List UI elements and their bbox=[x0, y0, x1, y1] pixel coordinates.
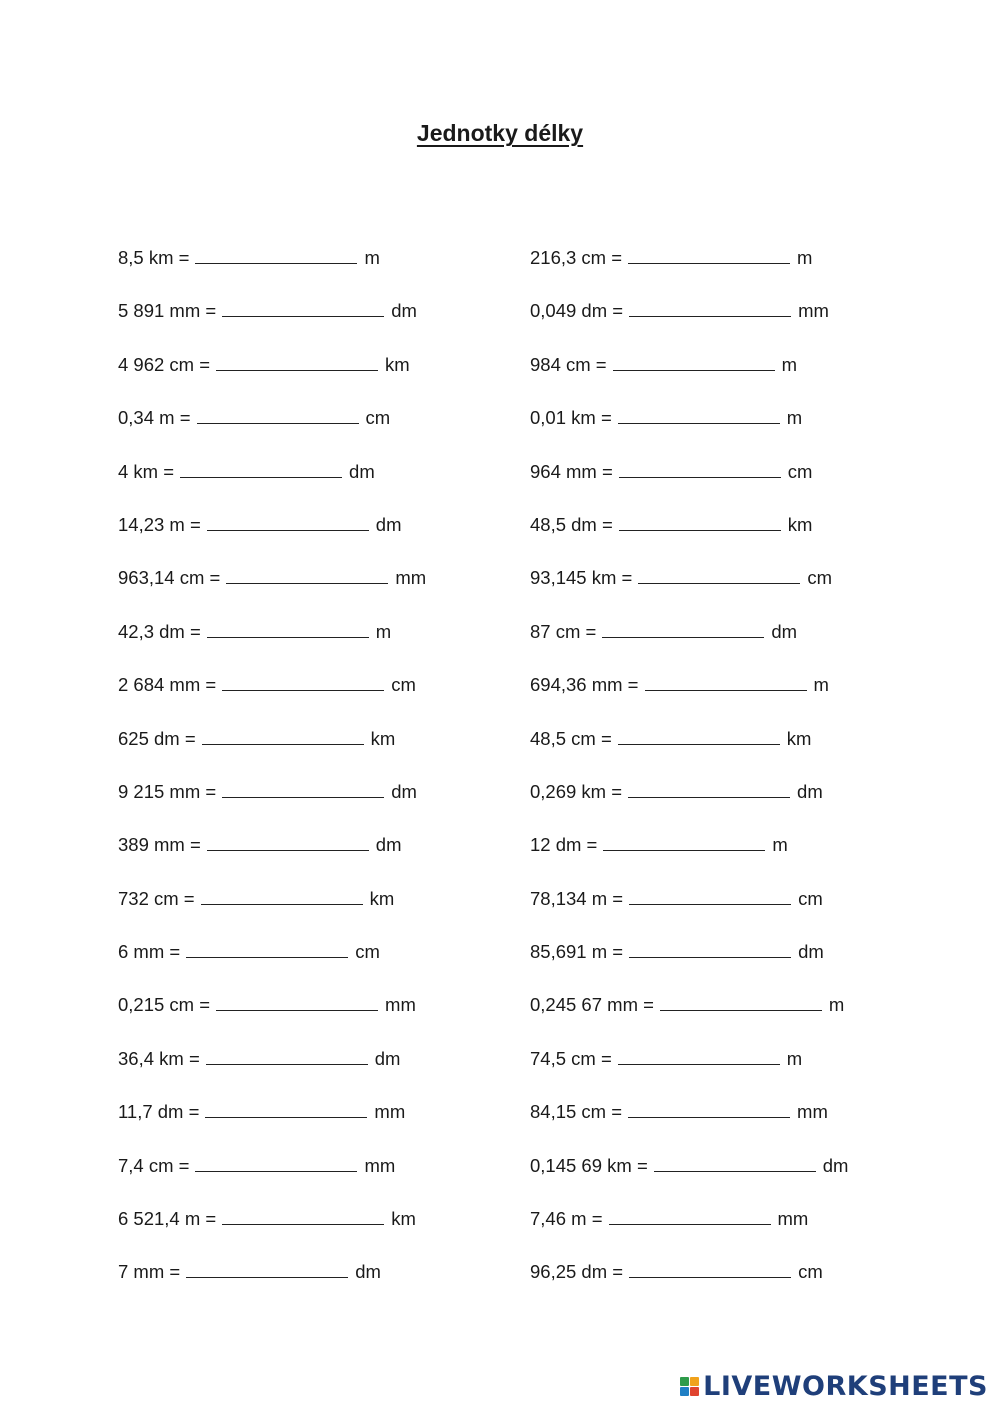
target-unit: km bbox=[787, 513, 813, 535]
answer-blank[interactable] bbox=[180, 459, 342, 478]
exercise-row bbox=[530, 1099, 930, 1152]
exercise-row bbox=[118, 619, 498, 672]
target-unit: dm bbox=[375, 513, 402, 535]
page-title: Jednotky délky bbox=[416, 120, 584, 146]
answer-blank[interactable] bbox=[206, 1046, 368, 1065]
target-unit: cm bbox=[391, 674, 416, 696]
target-unit: dm bbox=[798, 941, 824, 963]
exercise-row bbox=[118, 1206, 498, 1259]
exercise-expression: 694,36 mm = bbox=[530, 674, 639, 696]
exercise-expression: 9 215 mm = bbox=[118, 780, 217, 802]
target-unit: mm bbox=[797, 1101, 828, 1123]
target-unit: km bbox=[370, 727, 396, 749]
answer-blank[interactable] bbox=[654, 1153, 816, 1172]
answer-blank[interactable] bbox=[628, 1099, 790, 1118]
target-unit: m bbox=[781, 353, 798, 375]
answer-blank[interactable] bbox=[202, 726, 364, 745]
liveworksheets-icon bbox=[680, 1375, 699, 1399]
exercise-expression: 48,5 cm = bbox=[530, 727, 612, 749]
answer-blank[interactable] bbox=[609, 1206, 771, 1225]
answer-blank[interactable] bbox=[629, 298, 791, 317]
target-unit: dm bbox=[822, 1154, 849, 1176]
target-unit: dm bbox=[391, 300, 417, 322]
exercise-row bbox=[530, 779, 930, 832]
exercise-row bbox=[530, 619, 930, 672]
exercise-row bbox=[118, 565, 498, 618]
exercise-row bbox=[530, 726, 930, 779]
answer-blank[interactable] bbox=[618, 1046, 780, 1065]
target-unit: dm bbox=[771, 620, 798, 642]
exercise-expression: 216,3 cm = bbox=[530, 247, 623, 268]
exercise-row bbox=[118, 992, 498, 1045]
logo-text: LIVEWORKSHEETS bbox=[703, 1371, 988, 1402]
answer-blank[interactable] bbox=[638, 565, 800, 584]
exercise-expression: 0,01 km = bbox=[530, 407, 612, 429]
exercise-expression: 4 km = bbox=[118, 460, 175, 482]
target-unit: cm bbox=[798, 1261, 823, 1283]
exercise-row bbox=[530, 1046, 930, 1099]
target-unit: m bbox=[828, 994, 845, 1016]
exercise-expression: 93,145 km = bbox=[530, 567, 633, 589]
target-unit: km bbox=[391, 1208, 416, 1230]
target-unit: dm bbox=[355, 1261, 381, 1283]
exercise-expression: 87 cm = bbox=[530, 620, 597, 642]
answer-blank[interactable] bbox=[226, 565, 388, 584]
answer-blank[interactable] bbox=[222, 672, 384, 691]
exercise-row bbox=[530, 352, 930, 405]
target-unit: cm bbox=[365, 407, 391, 429]
target-unit: cm bbox=[355, 941, 380, 963]
target-unit: dm bbox=[374, 1047, 401, 1069]
exercise-row bbox=[530, 886, 930, 939]
exercise-row bbox=[118, 726, 498, 779]
target-unit: mm bbox=[395, 567, 427, 589]
answer-blank[interactable] bbox=[619, 512, 781, 531]
exercise-row bbox=[530, 459, 930, 512]
exercise-expression: 36,4 km = bbox=[118, 1047, 200, 1069]
logo-square bbox=[680, 1387, 689, 1396]
answer-blank[interactable] bbox=[629, 939, 791, 958]
answer-blank[interactable] bbox=[197, 405, 359, 424]
answer-blank[interactable] bbox=[619, 459, 781, 478]
exercise-row bbox=[118, 512, 498, 565]
exercise-row bbox=[530, 298, 930, 351]
target-unit: dm bbox=[349, 460, 375, 482]
answer-blank[interactable] bbox=[216, 352, 378, 371]
answer-blank[interactable] bbox=[645, 672, 807, 691]
answer-blank[interactable] bbox=[216, 992, 378, 1011]
exercise-expression: 0,049 dm = bbox=[530, 300, 624, 322]
exercise-row bbox=[118, 672, 498, 725]
exercise-row bbox=[530, 1153, 930, 1206]
exercise-row bbox=[530, 832, 930, 885]
answer-blank[interactable] bbox=[195, 1153, 357, 1172]
answer-blank[interactable] bbox=[613, 352, 775, 371]
exercise-row bbox=[118, 352, 498, 405]
exercise-expression: 0,269 km = bbox=[530, 780, 623, 802]
logo-square bbox=[690, 1387, 699, 1396]
exercise-expression: 6 521,4 m = bbox=[118, 1208, 217, 1230]
exercise-row bbox=[530, 245, 930, 298]
exercise-expression: 78,134 m = bbox=[530, 887, 624, 909]
target-unit: mm bbox=[374, 1101, 406, 1123]
answer-blank[interactable] bbox=[207, 832, 369, 851]
target-unit: mm bbox=[777, 1208, 809, 1230]
exercise-expression: 0,145 69 km = bbox=[530, 1154, 648, 1176]
liveworksheets-logo bbox=[680, 1371, 988, 1402]
answer-blank[interactable] bbox=[628, 245, 790, 264]
exercise-expression: 42,3 dm = bbox=[118, 620, 201, 642]
exercise-row bbox=[530, 939, 930, 992]
target-unit: mm bbox=[385, 994, 416, 1016]
exercise-row bbox=[530, 1259, 930, 1312]
exercise-expression: 732 cm = bbox=[118, 887, 195, 909]
target-unit: mm bbox=[798, 300, 829, 322]
answer-blank[interactable] bbox=[186, 1259, 348, 1278]
exercise-row bbox=[530, 512, 930, 565]
exercise-expression: 963,14 cm = bbox=[118, 567, 221, 589]
exercise-expression: 0,215 cm = bbox=[118, 994, 211, 1016]
exercise-row bbox=[118, 1099, 498, 1152]
answer-blank[interactable] bbox=[222, 298, 384, 317]
exercise-row bbox=[530, 405, 930, 458]
answer-blank[interactable] bbox=[629, 886, 791, 905]
exercise-expression: 4 962 cm = bbox=[118, 353, 211, 375]
exercise-expression: 0,245 67 mm = bbox=[530, 994, 654, 1016]
exercise-expression: 84,15 cm = bbox=[530, 1101, 623, 1123]
exercise-row bbox=[530, 1206, 930, 1259]
target-unit: cm bbox=[807, 567, 832, 589]
answer-blank[interactable] bbox=[618, 405, 780, 424]
target-unit: m bbox=[786, 407, 803, 429]
exercise-expression: 5 891 mm = bbox=[118, 300, 217, 322]
exercise-row bbox=[118, 1046, 498, 1099]
exercise-row bbox=[118, 459, 498, 512]
target-unit: km bbox=[369, 887, 395, 909]
exercise-expression: 48,5 dm = bbox=[530, 513, 613, 535]
answer-blank[interactable] bbox=[201, 886, 363, 905]
exercise-row bbox=[118, 832, 498, 885]
answer-blank[interactable] bbox=[195, 245, 357, 264]
exercise-expression: 96,25 dm = bbox=[530, 1261, 624, 1283]
target-unit: m bbox=[813, 674, 829, 696]
target-unit: m bbox=[786, 1047, 803, 1069]
target-unit: dm bbox=[375, 834, 402, 856]
target-unit: m bbox=[364, 247, 380, 268]
logo-square bbox=[680, 1377, 689, 1386]
exercise-expression: 7,4 cm = bbox=[118, 1154, 190, 1176]
exercise-row bbox=[118, 405, 498, 458]
target-unit: km bbox=[385, 353, 410, 375]
target-unit: km bbox=[786, 727, 812, 749]
exercise-expression: 984 cm = bbox=[530, 353, 607, 375]
exercise-row bbox=[118, 939, 498, 992]
answer-blank[interactable] bbox=[207, 619, 369, 638]
exercise-expression: 2 684 mm = bbox=[118, 674, 217, 696]
target-unit: dm bbox=[797, 780, 823, 802]
answer-blank[interactable] bbox=[618, 726, 780, 745]
answer-blank[interactable] bbox=[186, 939, 348, 958]
exercise-row bbox=[118, 1153, 498, 1206]
exercise-expression: 8,5 km = bbox=[118, 247, 190, 268]
answer-blank[interactable] bbox=[222, 779, 384, 798]
exercise-expression: 6 mm = bbox=[118, 941, 181, 963]
answer-blank[interactable] bbox=[205, 1099, 367, 1118]
exercise-expression: 964 mm = bbox=[530, 460, 613, 482]
exercise-expression: 12 dm = bbox=[530, 834, 598, 856]
target-unit: m bbox=[772, 834, 788, 856]
answer-blank[interactable] bbox=[602, 619, 764, 638]
exercise-expression: 0,34 m = bbox=[118, 407, 191, 429]
target-unit: dm bbox=[391, 780, 417, 802]
exercise-expression: 85,691 m = bbox=[530, 941, 624, 963]
answer-blank[interactable] bbox=[222, 1206, 384, 1225]
logo-square bbox=[690, 1377, 699, 1386]
exercise-row bbox=[118, 298, 498, 351]
exercise-row bbox=[530, 992, 930, 1045]
target-unit: cm bbox=[787, 460, 813, 482]
answer-blank[interactable] bbox=[628, 779, 790, 798]
answer-blank[interactable] bbox=[603, 832, 765, 851]
target-unit: m bbox=[375, 620, 392, 642]
exercise-row bbox=[118, 245, 498, 298]
exercise-row bbox=[118, 886, 498, 939]
exercise-expression: 74,5 cm = bbox=[530, 1047, 612, 1069]
target-unit: cm bbox=[798, 887, 823, 909]
exercise-row bbox=[118, 1259, 498, 1312]
right-exercise-column bbox=[530, 245, 930, 1313]
target-unit: mm bbox=[364, 1154, 396, 1176]
answer-blank[interactable] bbox=[660, 992, 822, 1011]
exercise-expression: 625 dm = bbox=[118, 727, 196, 749]
exercise-expression: 14,23 m = bbox=[118, 513, 201, 535]
left-exercise-column bbox=[118, 245, 498, 1313]
answer-blank[interactable] bbox=[207, 512, 369, 531]
exercise-expression: 11,7 dm = bbox=[118, 1101, 200, 1123]
exercise-row bbox=[118, 779, 498, 832]
exercise-expression: 389 mm = bbox=[118, 834, 201, 856]
exercise-expression: 7 mm = bbox=[118, 1261, 181, 1283]
exercise-row bbox=[530, 565, 930, 618]
target-unit: m bbox=[797, 247, 813, 268]
exercise-expression: 7,46 m = bbox=[530, 1208, 603, 1230]
exercise-row bbox=[530, 672, 930, 725]
answer-blank[interactable] bbox=[629, 1259, 791, 1278]
